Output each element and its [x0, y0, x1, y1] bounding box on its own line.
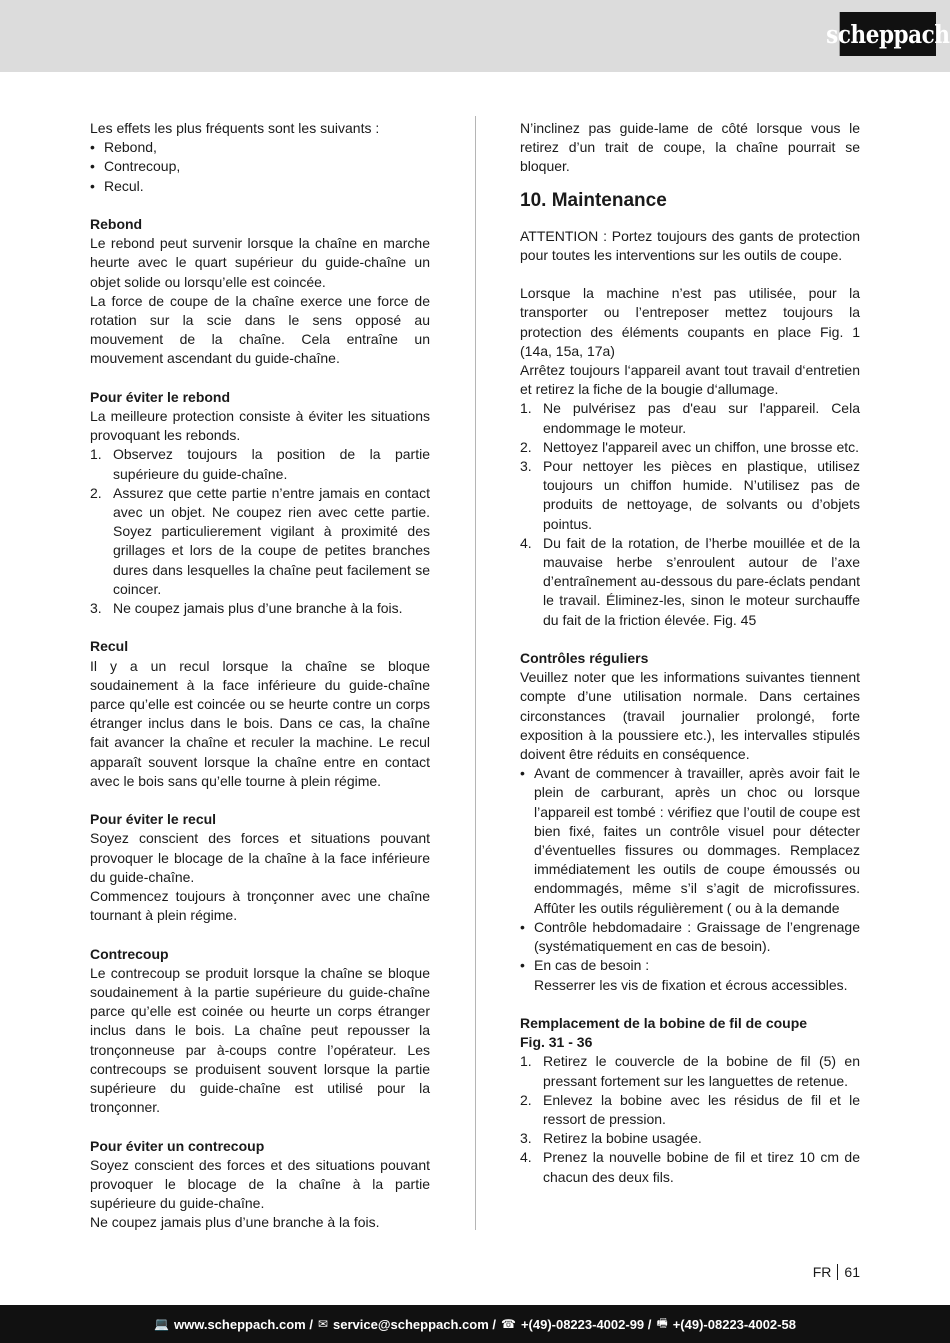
- attention-note: ATTENTION : Portez toujours des gants de protection pour toutes les interventions sur les outils de coupe.: [520, 227, 860, 263]
- fax-icon: 🖷: [656, 1315, 668, 1330]
- list-item: • En cas de besoin : Resserrer les vis de fixation et écrous accessibles.: [520, 956, 860, 994]
- brand-logo: scheppach: [840, 12, 936, 56]
- phone-icon: ☎: [500, 1317, 516, 1331]
- column-divider: [475, 116, 476, 1230]
- heading-contrecoup: Contrecoup: [90, 945, 169, 962]
- paragraph: Il y a un recul lorsque la chaîne se bloque soudainement à la face inférieure du guide-chaîne parce qu’elle est coincée ou se heurte contre un corps étranger inclus dans le bois. Dans ce cas, la chaîne fait avancer la chaîne et reculer la machine. Le recul apparaît souvent lorsque la chaîne entre en contact avec le bois sans qu’elle tourne à plein régime.: [90, 657, 430, 789]
- heading-rebond: Rebond: [90, 216, 143, 232]
- page-number-separator: [837, 1264, 838, 1280]
- list-item: • Avant de commencer à travailler, après avoir fait le plein de carburant, après un choc ou lorsque l’appareil est tombé : vérifiez que l’outil de coupe est bien fixé, faites un contrôle visuel pour détecter d’éventuelles fissures ou dommages. Remplacez immédiatement les outils de coupe émoussés ou endommagés, même s’il s’agit de microfissures. Affûter les outils régulièrement ( ou à la demande: [520, 764, 860, 918]
- controles-list: [520, 764, 860, 994]
- heading-bobine: Remplacement de la bobine de fil de coupe: [520, 1014, 808, 1031]
- heading-eviter-rebond: Pour éviter le rebond: [90, 388, 231, 405]
- paragraph: Arrêtez toujours l‘appareil avant tout travail d‘entretien et retirez la fiche de la bougie d‘allumage.: [520, 362, 860, 398]
- effects-intro: Les effets les plus fréquents sont les suivants :: [90, 120, 380, 136]
- list-item: 1. Retirez le couvercle de la bobine de fil (5) en pressant fortement sur les languettes de retenue.: [520, 1053, 860, 1089]
- paragraph: Ne coupez jamais plus d’une branche à la fois.: [90, 1214, 380, 1231]
- footer-website[interactable]: www.scheppach.com /: [173, 1316, 313, 1332]
- heading-bobine-fig: Fig. 31 - 36: [520, 1034, 593, 1051]
- page-number: [813, 1264, 860, 1280]
- paragraph: Le contrecoup se produit lorsque la chaîne se bloque soudainement à la partie supérieure du guide-chaîne parce qu’elle est coinée ou heurte un corps étranger inclus dans le bois. La chaîne peut repousser la tronçonneuse par à-coups contre l’opérateur. Les contrecoups se produisent souvent lorsque la partie supérieure du guide-chaîne est utilisé pour la tronçonner.: [90, 964, 430, 1116]
- heading-eviter-recul: Pour éviter le recul: [90, 811, 217, 828]
- paragraph: Soyez conscient des forces et des situations pouvant provoquer le blocage de la chaîne à la partie supérieure du guide-chaîne.: [90, 1156, 430, 1212]
- list-item: 3. Retirez la bobine usagée.: [520, 1130, 702, 1147]
- heading-controles: Contrôles réguliers: [520, 650, 649, 667]
- page-lang: FR: [812, 1264, 832, 1280]
- paragraph: Commencez toujours à tronçonner avec une chaîne tournant à plein régime.: [90, 888, 430, 924]
- page-number-value: 61: [844, 1264, 860, 1280]
- bobine-steps: [520, 1052, 860, 1186]
- rebond-steps: [90, 445, 430, 618]
- paragraph: Lorsque la machine n’est pas utilisée, pour la transporter ou l’entreposer mettez toujours la protection des éléments coupants en place Fig. 1 (14a, 15a, 17a): [520, 285, 860, 359]
- header-band: [0, 0, 950, 72]
- footer-phone: +(49)-08223-4002-99 /: [520, 1316, 652, 1332]
- paragraph: La meilleure protection consiste à éviter les situations provoquant les rebonds.: [90, 408, 430, 444]
- list-item: 2. Nettoyez l'appareil avec un chiffon, une brosse etc.: [520, 438, 860, 455]
- paragraph: La force de coupe de la chaîne exerce une force de rotation sur la scie dans le sens opposé au mouvement de la chaîne. Cela entraîne un mouvement ascendant du guide-chaîne.: [90, 292, 430, 367]
- list-item: 1. Ne pulvérisez pas d'eau sur l'appareil. Cela endommage le moteur.: [520, 400, 860, 436]
- footer-email[interactable]: service@scheppach.com /: [333, 1316, 496, 1332]
- email-icon: ✉: [317, 1317, 328, 1331]
- paragraph: Soyez conscient des forces et situations pouvant provoquer le blocage de la chaîne à la face inférieure du guide-chaîne.: [90, 830, 430, 885]
- section-title-maintenance: 10. Maintenance: [520, 189, 667, 211]
- heading-recul: Recul: [90, 638, 129, 655]
- list-item: 2. Assurez que cette partie n’entre jamais en contact avec un objet. Ne coupez rien avec cette partie. Soyez particulierement vigilant à proximité des grillages et lors de la coupe de petites branches dures dans lesquelles la chaîne peut facilement se coincer.: [90, 484, 430, 597]
- paragraph: N’inclinez pas guide-lame de côté lorsque vous le retirez d’un trait de coupe, la chaîne pourrait se bloquer.: [520, 120, 860, 175]
- footer-fax: +(49)-08223-4002-58: [672, 1316, 796, 1332]
- computer-icon: 💻: [154, 1317, 169, 1331]
- footer-bar: [0, 1305, 950, 1343]
- list-item: 3. Pour nettoyer les pièces en plastique, utilisez toujours un chiffon humide. N’utilisez pas de produits de nettoyage, de solvants ou d’objets pointus.: [520, 458, 860, 532]
- left-column: [90, 119, 430, 1233]
- effects-list: [90, 138, 430, 196]
- right-column: [520, 119, 860, 1187]
- list-item: • Rebond,: [90, 138, 430, 157]
- list-item: • Contrecoup,: [90, 157, 430, 176]
- list-item: 2. Enlevez la bobine avec les résidus de fil et le ressort de pression.: [520, 1091, 860, 1127]
- list-item: 1. Observez toujours la position de la partie supérieure du guide-chaîne.: [90, 446, 430, 482]
- paragraph: Le rebond peut survenir lorsque la chaîne en marche heurte avec le quart supérieur du guide-chaîne un objet solide ou lorsqu’elle est coincée.: [90, 235, 430, 290]
- maintenance-steps: [520, 399, 860, 629]
- list-item: • Contrôle hebdomadaire : Graissage de l’engrenage (systématiquement en cas de besoin).: [520, 918, 860, 956]
- list-item: 4. Prenez la nouvelle bobine de fil et tirez 10 cm de chacun des deux fils.: [520, 1149, 860, 1185]
- heading-eviter-contrecoup: Pour éviter un contrecoup: [90, 1137, 265, 1154]
- list-item: 3. Ne coupez jamais plus d’une branche à la fois.: [90, 600, 403, 617]
- paragraph: Veuillez noter que les informations suivantes tiennent compte d’une utilisation normale. Dans certaines circonstances (travail journalier prolongé, forte exposition à la poussiere etc.), les intervalles stipulés doivent être réduits en conséquence.: [520, 669, 860, 763]
- list-item: 4. Du fait de la rotation, de l’herbe mouillée et de la mauvaise herbe s’enroulent autour de l’axe d’entraînement au-dessous du pare-éclats pendant le travail. Éliminez-les, sinon le moteur surchauffe du fait de la friction élevée. Fig. 45: [520, 534, 860, 628]
- list-item: • Recul.: [90, 177, 430, 196]
